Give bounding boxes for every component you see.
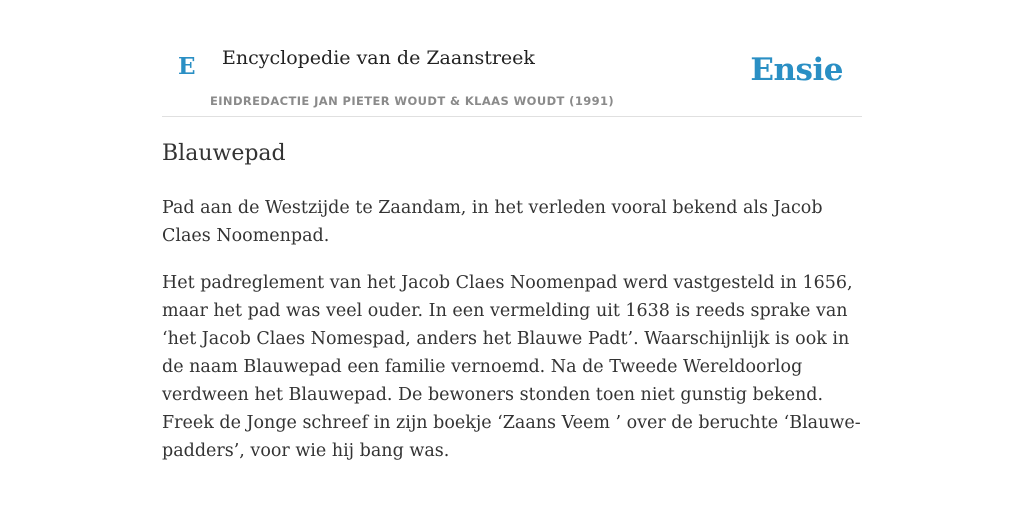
article bbox=[162, 138, 862, 465]
article-paragraph: Het padreglement van het Jacob Claes Noomenpad werd vastgesteld in 1656, maar het pad was veel ouder. In een vermelding uit 1638 is reeds sprake van ‘het Jacob Claes Nomespad, anders het Blauwe Padt’. Waarschijnlijk is ook in de naam Blauwepad een familie vernoemd. Na de Tweede Wereldoorlog verdween het Blauwepad. De bewoners stonden toen niet gunstig bekend. Freek de Jonge schreef in zijn boekje ‘Zaans Veem ’ over de beruchte ‘Blauwe-padders’, voor wie hij bang was. bbox=[162, 273, 861, 461]
ensie-brand-logo[interactable]: Ensie bbox=[750, 52, 843, 88]
article-title: Blauwepad bbox=[162, 141, 286, 166]
encyclopedia-title[interactable]: Encyclopedie van de Zaanstreek bbox=[222, 47, 535, 69]
encyclopedia-header bbox=[162, 40, 862, 117]
article-paragraph: Pad aan de Westzijde te Zaandam, in het verleden vooral bekend als Jacob Claes Noomenpad. bbox=[162, 198, 823, 246]
editors-subtitle: EINDREDACTIE JAN PIETER WOUDT & KLAAS WOUDT (1991) bbox=[210, 94, 615, 108]
encyclopedia-logo[interactable]: E bbox=[178, 53, 196, 80]
